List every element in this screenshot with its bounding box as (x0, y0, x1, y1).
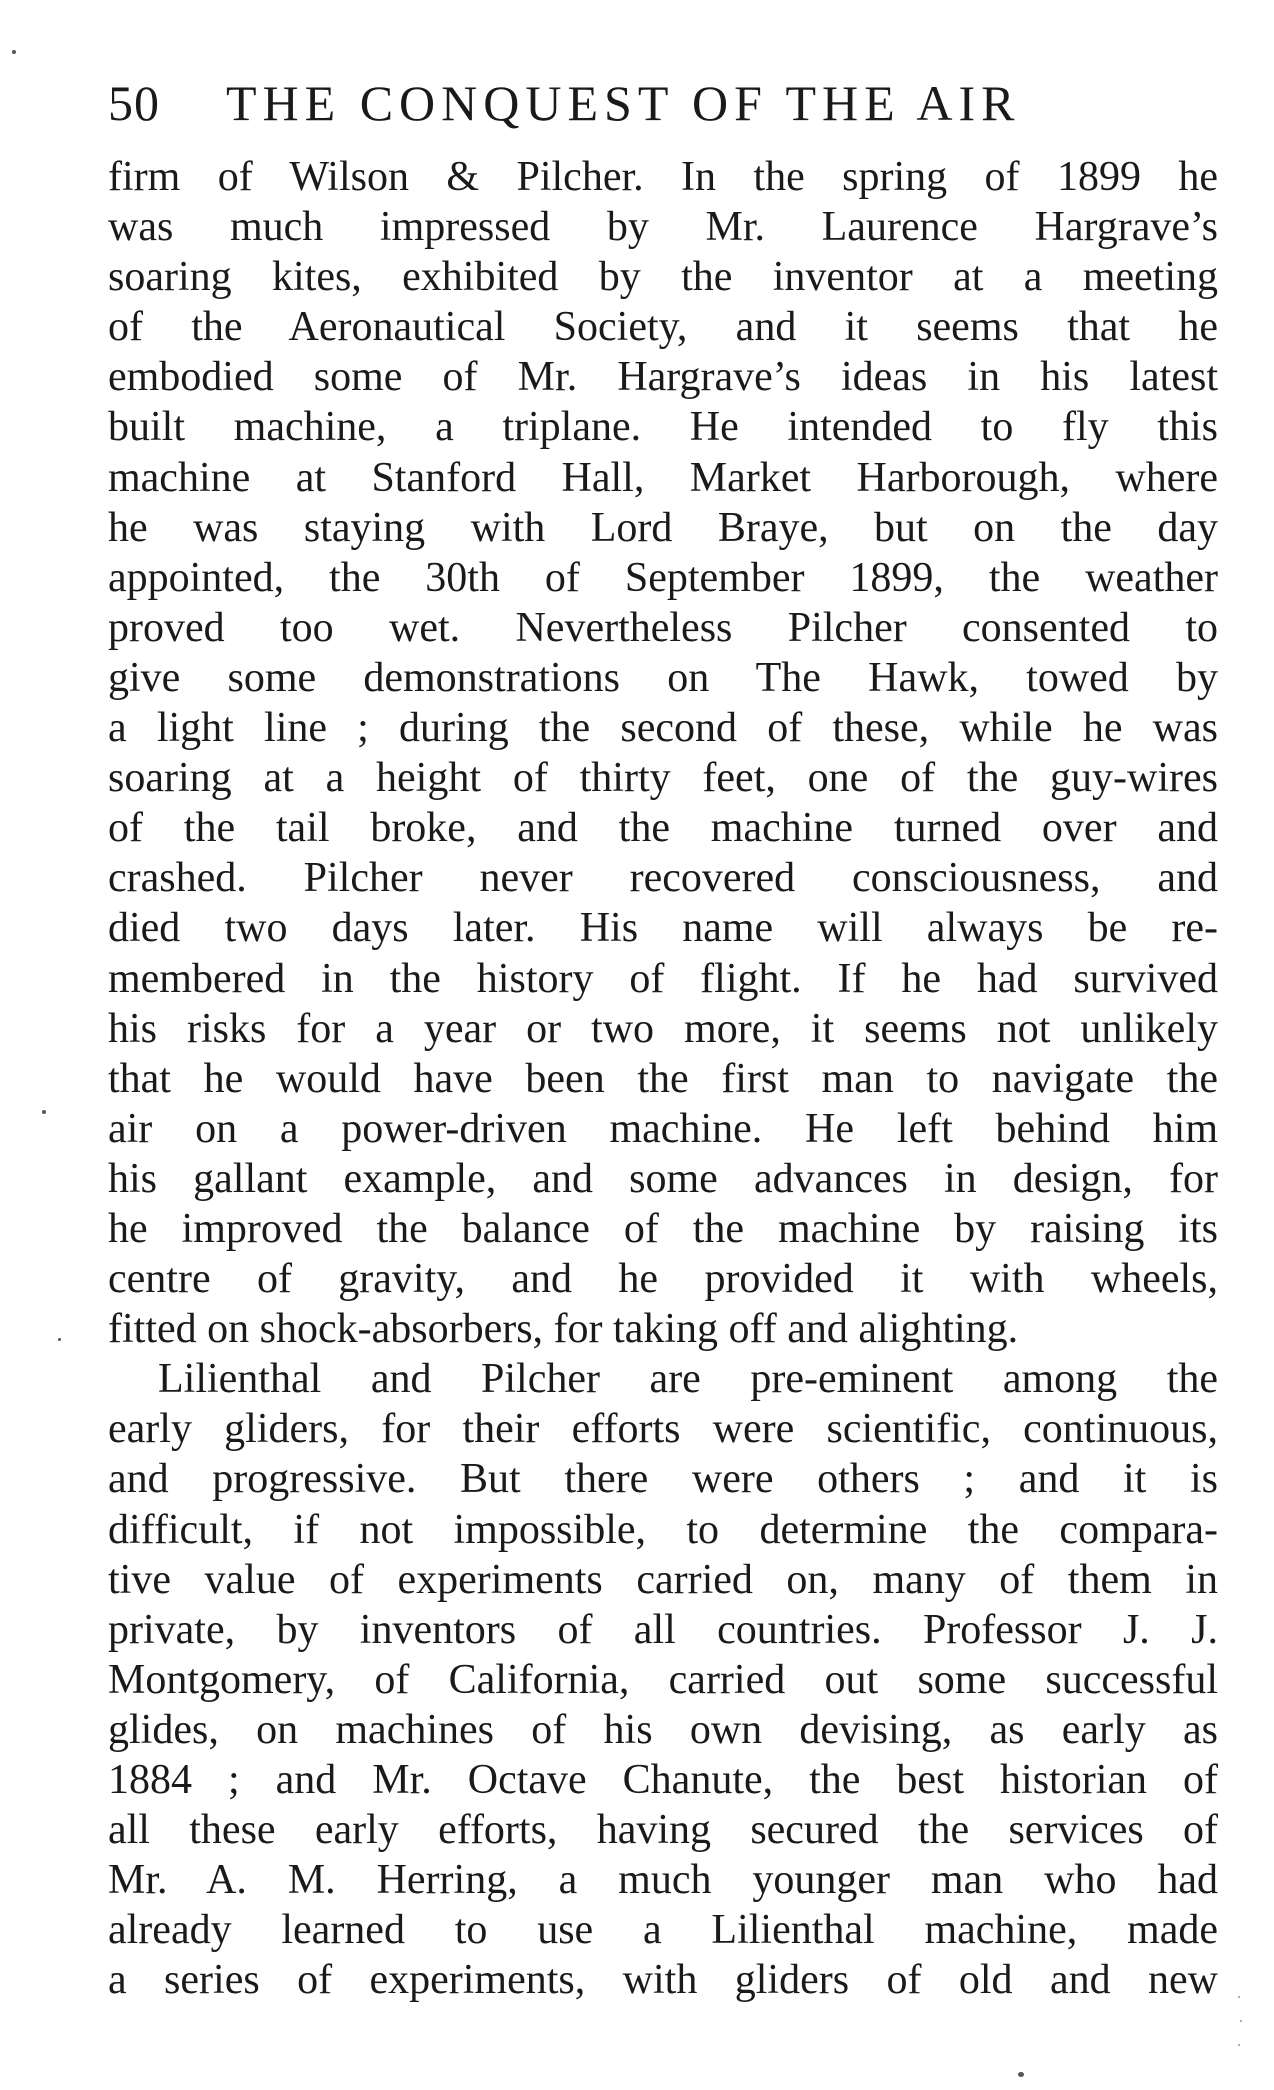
text-line: embodied some of Mr. Hargrave’s ideas in his latest (108, 354, 1218, 401)
text-line: his risks for a year or two more, it seems not unlikely (108, 1005, 1218, 1052)
text-line: and progressive. But there were others ; and it is (108, 1456, 1218, 1503)
text-line: Montgomery, of California, carried out some successful (108, 1656, 1218, 1703)
text-line: of the tail broke, and the machine turned over and (108, 805, 1218, 852)
text-line: appointed, the 30th of September 1899, the weather (108, 554, 1218, 601)
text-line: glides, on machines of his own devising, as early as (108, 1706, 1218, 1753)
text-line: early gliders, for their efforts were scientific, continuous, (108, 1406, 1218, 1453)
text-line: tive value of experiments carried on, many of them in (108, 1556, 1218, 1603)
text-line: a series of experiments, with gliders of old and new (108, 1957, 1218, 2004)
text-line: give some demonstrations on The Hawk, towed by (108, 654, 1218, 701)
scan-speck (1018, 2072, 1024, 2077)
scan-speck (1238, 1996, 1240, 1998)
text-line: soaring kites, exhibited by the inventor at a meeting (108, 254, 1218, 301)
scan-speck (58, 1338, 61, 1341)
body-text (108, 152, 1218, 2005)
scan-speck (1238, 2044, 1240, 2046)
text-line: of the Aeronautical Society, and it seems that he (108, 304, 1218, 351)
scan-speck (12, 50, 16, 54)
text-line: private, by inventors of all countries. Professor J. J. (108, 1606, 1218, 1653)
scan-speck (42, 1110, 46, 1114)
text-line: all these early efforts, having secured the services of (108, 1807, 1218, 1854)
text-line: air on a power-driven machine. He left behind him (108, 1105, 1218, 1152)
text-line: proved too wet. Nevertheless Pilcher consented to (108, 604, 1218, 651)
text-line: he was staying with Lord Braye, but on the day (108, 504, 1218, 551)
text-line: Mr. A. M. Herring, a much younger man who had (108, 1857, 1218, 1904)
text-line: his gallant example, and some advances in design, for (108, 1155, 1218, 1202)
text-line: already learned to use a Lilienthal machine, made (108, 1907, 1218, 1954)
page-header (108, 68, 1218, 138)
scan-speck (1240, 2020, 1242, 2022)
text-line: that he would have been the first man to navigate the (108, 1055, 1218, 1102)
text-line: machine at Stanford Hall, Market Harborough, where (108, 454, 1218, 501)
text-line: died two days later. His name will always be re- (108, 905, 1218, 952)
running-title: THE CONQUEST OF THE AIR (226, 75, 1021, 131)
text-line: difficult, if not impossible, to determine the compara- (108, 1506, 1218, 1553)
text-line: 1884 ; and Mr. Octave Chanute, the best historian of (108, 1757, 1218, 1803)
text-line: he improved the balance of the machine by raising its (108, 1205, 1218, 1252)
page-number: 50 (108, 75, 160, 131)
text-line: crashed. Pilcher never recovered consciousness, and (108, 855, 1218, 902)
text-line: was much impressed by Mr. Laurence Hargrave’s (108, 204, 1218, 251)
text-line: Lilienthal and Pilcher are pre-eminent among the (158, 1356, 1218, 1403)
text-line: membered in the history of flight. If he had survived (108, 955, 1218, 1002)
text-line: centre of gravity, and he provided it with wheels, (108, 1256, 1218, 1303)
text-line: firm of Wilson & Pilcher. In the spring of 1899 he (108, 154, 1218, 200)
text-line: built machine, a triplane. He intended to fly this (108, 404, 1218, 451)
text-line: fitted on shock-absorbers, for taking off and alighting. (108, 1306, 1019, 1353)
text-line: a light line ; during the second of these, while he was (108, 705, 1218, 752)
text-line: soaring at a height of thirty feet, one of the guy-wires (108, 755, 1218, 802)
